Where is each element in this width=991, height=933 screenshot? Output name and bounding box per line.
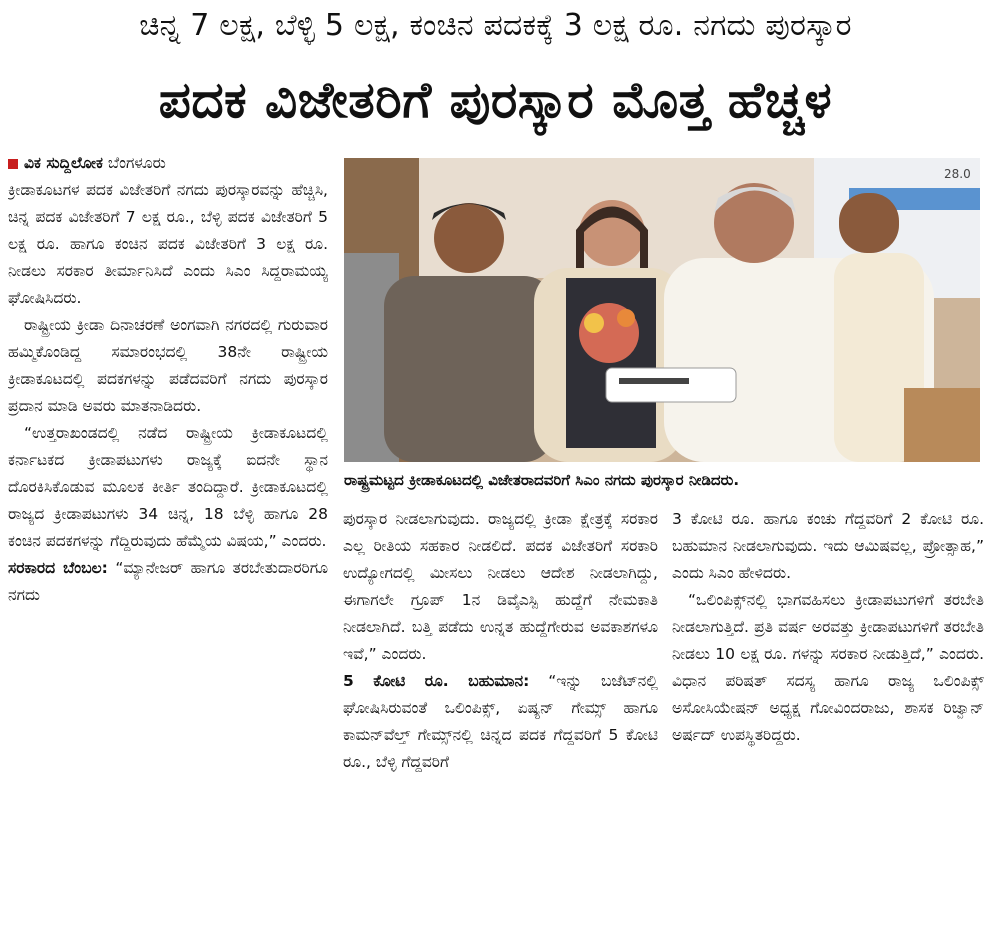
article-column-1	[8, 150, 328, 930]
subheading: ಸರಕಾರದ ಬೆಂಬಲ:	[8, 559, 108, 577]
photo-illustration	[344, 158, 980, 462]
article-column-2	[343, 506, 658, 931]
paragraph-text: “ಮ್ಯಾನೇಜರ್ ಹಾಗೂ ತರಬೇತುದಾರರಿಗೂ ನಗದು	[8, 559, 328, 604]
photo-caption: ರಾಷ್ಟ್ರಮಟ್ಟದ ಕ್ರೀಡಾಕೂಟದಲ್ಲಿ ವಿಜೇತರಾದವರಿಗೆ ಸಿಎಂ ನಗದು ಪುರಸ್ಕಾರ ನೀಡಿದರು.	[344, 471, 740, 489]
photo-banner-text: 28.0	[944, 167, 971, 181]
paragraph: “ಉತ್ತರಾಖಂಡದಲ್ಲಿ ನಡೆದ ರಾಷ್ಟ್ರೀಯ ಕ್ರೀಡಾಕೂಟದಲ್ಲಿ ಕರ್ನಾಟಕದ ಕ್ರೀಡಾಪಟುಗಳು ರಾಜ್ಯಕ್ಕೆ ಐದನೇ ಸ್ಥಾನ ದೊರಕಿಸಿಕೊಡುವ ಮೂಲಕ ಕೀರ್ತಿ ತಂದಿದ್ದಾರೆ. ಕ್ರೀಡಾಕೂಟದಲ್ಲಿ ರಾಜ್ಯದ ಕ್ರೀಡಾಪಟುಗಳು 34 ಚಿನ್ನ, 18 ಬೆಳ್ಳಿ ಹಾಗೂ 28 ಕಂಚಿನ ಪದಕಗಳನ್ನು ಗೆದ್ದಿರುವುದು ಹೆಮ್ಮೆಯ ವಿಷಯ,” ಎಂದರು.	[8, 424, 328, 550]
article-headline: ಪದಕ ವಿಜೇತರಿಗೆ ಪುರಸ್ಕಾರ ಮೊತ್ತ ಹೆಚ್ಚಳ	[158, 71, 833, 129]
article-kicker: ಚಿನ್ನ 7 ಲಕ್ಷ, ಬೆಳ್ಳಿ 5 ಲಕ್ಷ, ಕಂಚಿನ ಪದಕಕ್ಕೆ 3 ಲಕ್ಷ ರೂ. ನಗದು ಪುರಸ್ಕಾರ	[139, 8, 852, 43]
paragraph: ರಾಷ್ಟ್ರೀಯ ಕ್ರೀಡಾ ದಿನಾಚರಣೆ ಅಂಗವಾಗಿ ನಗರದಲ್ಲಿ ಗುರುವಾರ ಹಮ್ಮಿಕೊಂಡಿದ್ದ ಸಮಾರಂಭದಲ್ಲಿ 38ನೇ ರಾಷ್ಟ್ರೀಯ ಕ್ರೀಡಾಕೂಟದಲ್ಲಿ ಪದಕಗಳನ್ನು ಪಡೆದವರಿಗೆ ನಗದು ಪುರಸ್ಕಾರ ಪ್ರದಾನ ಮಾಡಿ ಅವರು ಮಾತನಾಡಿದರು.	[8, 316, 328, 415]
byline-place: ಬೆಂಗಳೂರು	[102, 154, 166, 172]
paragraph-subhead	[8, 555, 328, 609]
paragraph: 3 ಕೋಟಿ ರೂ. ಹಾಗೂ ಕಂಚು ಗೆದ್ದವರಿಗೆ 2 ಕೋಟಿ ರೂ. ಬಹುಮಾನ ನೀಡಲಾಗುವುದು. ಇದು ಆಮಿಷವಲ್ಲ, ಪ್ರೋತ್ಸಾಹ,” ಎಂದು ಸಿಎಂ ಹೇಳಿದರು.	[672, 510, 984, 582]
article-photo	[344, 158, 980, 462]
paragraph-subhead	[343, 668, 658, 776]
article-column-3	[672, 506, 984, 931]
paragraph-text: “ಇನ್ನು ಬಜೆಟ್‌ನಲ್ಲಿ ಘೋಷಿಸಿರುವಂತೆ ಒಲಿಂಪಿಕ್ಸ್, ಏಷ್ಯನ್ ಗೇಮ್ಸ್ ಹಾಗೂ ಕಾಮನ್‌ವೆಲ್ತ್ ಗೇಮ್ಸ್‌ನಲ್ಲಿ ಚಿನ್ನದ ಪದಕ ಗೆದ್ದವರಿಗೆ 5 ಕೋಟಿ ರೂ., ಬೆಳ್ಳಿ ಗೆದ್ದವರಿಗೆ	[343, 672, 658, 771]
byline-marker-icon	[8, 159, 18, 169]
paragraph: ಕ್ರೀಡಾಕೂಟಗಳ ಪದಕ ವಿಜೇತರಿಗೆ ನಗದು ಪುರಸ್ಕಾರವನ್ನು ಹೆಚ್ಚಿಸಿ, ಚಿನ್ನ ಪದಕ ವಿಜೇತರಿಗೆ 7 ಲಕ್ಷ ರೂ., ಬೆಳ್ಳಿ ಪದಕ ವಿಜೇತರಿಗೆ 5 ಲಕ್ಷ ರೂ. ಹಾಗೂ ಕಂಚಿನ ಪದಕ ವಿಜೇತರಿಗೆ 3 ಲಕ್ಷ ರೂ. ನೀಡಲು ಸರಕಾರ ತೀರ್ಮಾನಿಸಿದೆ ಎಂದು ಸಿಎಂ ಸಿದ್ದರಾಮಯ್ಯ ಘೋಷಿಸಿದರು.	[8, 181, 328, 307]
byline-source: ವಿಕ ಸುದ್ದಿಲೋಕ	[24, 154, 103, 172]
paragraph: ಪುರಸ್ಕಾರ ನೀಡಲಾಗುವುದು. ರಾಜ್ಯದಲ್ಲಿ ಕ್ರೀಡಾ ಕ್ಷೇತ್ರಕ್ಕೆ ಸರಕಾರ ಎಲ್ಲ ರೀತಿಯ ಸಹಕಾರ ನೀಡಲಿದೆ. ಪದಕ ವಿಜೇತರಿಗೆ ಸರಕಾರಿ ಉದ್ಯೋಗದಲ್ಲಿ ಮೀಸಲು ನೀಡಲು ಆದೇಶ ನೀಡಲಾಗಿದ್ದು, ಈಗಾಗಲೇ ಗ್ರೂಪ್ 1ನ ಡಿವೈಎಸ್ಪಿ ಹುದ್ದೆಗೆ ನೇಮಕಾತಿ ನೀಡಲಾಗಿದೆ. ಬತ್ತಿ ಪಡೆದು ಉನ್ನತ ಹುದ್ದೆಗೇರುವ ಅವಕಾಶಗಳೂ ಇವೆ,” ಎಂದರು.	[343, 510, 658, 663]
subheading: 5 ಕೋಟಿ ರೂ. ಬಹುಮಾನ:	[343, 672, 530, 690]
byline	[8, 150, 328, 177]
paragraph: “ಒಲಿಂಪಿಕ್ಸ್‌ನಲ್ಲಿ ಭಾಗವಹಿಸಲು ಕ್ರೀಡಾಪಟುಗಳಿಗೆ ತರಬೇತಿ ನೀಡಲಾಗುತ್ತಿದೆ. ಪ್ರತಿ ವರ್ಷ ಅರವತ್ತು ಕ್ರೀಡಾಪಟುಗಳಿಗೆ ತರಬೇತಿ ನೀಡಲು 10 ಲಕ್ಷ ರೂ. ಗಳನ್ನು ಸರಕಾರ ನೀಡುತ್ತಿದೆ,” ಎಂದರು. ವಿಧಾನ ಪರಿಷತ್ ಸದಸ್ಯ ಹಾಗೂ ರಾಜ್ಯ ಒಲಿಂಪಿಕ್ಸ್ ಅಸೋಸಿಯೇಷನ್ ಅಧ್ಯಕ್ಷ ಗೋವಿಂದರಾಜು, ಶಾಸಕ ರಿಜ್ವಾನ್ ಅರ್ಷದ್ ಉಪಸ್ಥಿತರಿದ್ದರು.	[672, 591, 984, 744]
